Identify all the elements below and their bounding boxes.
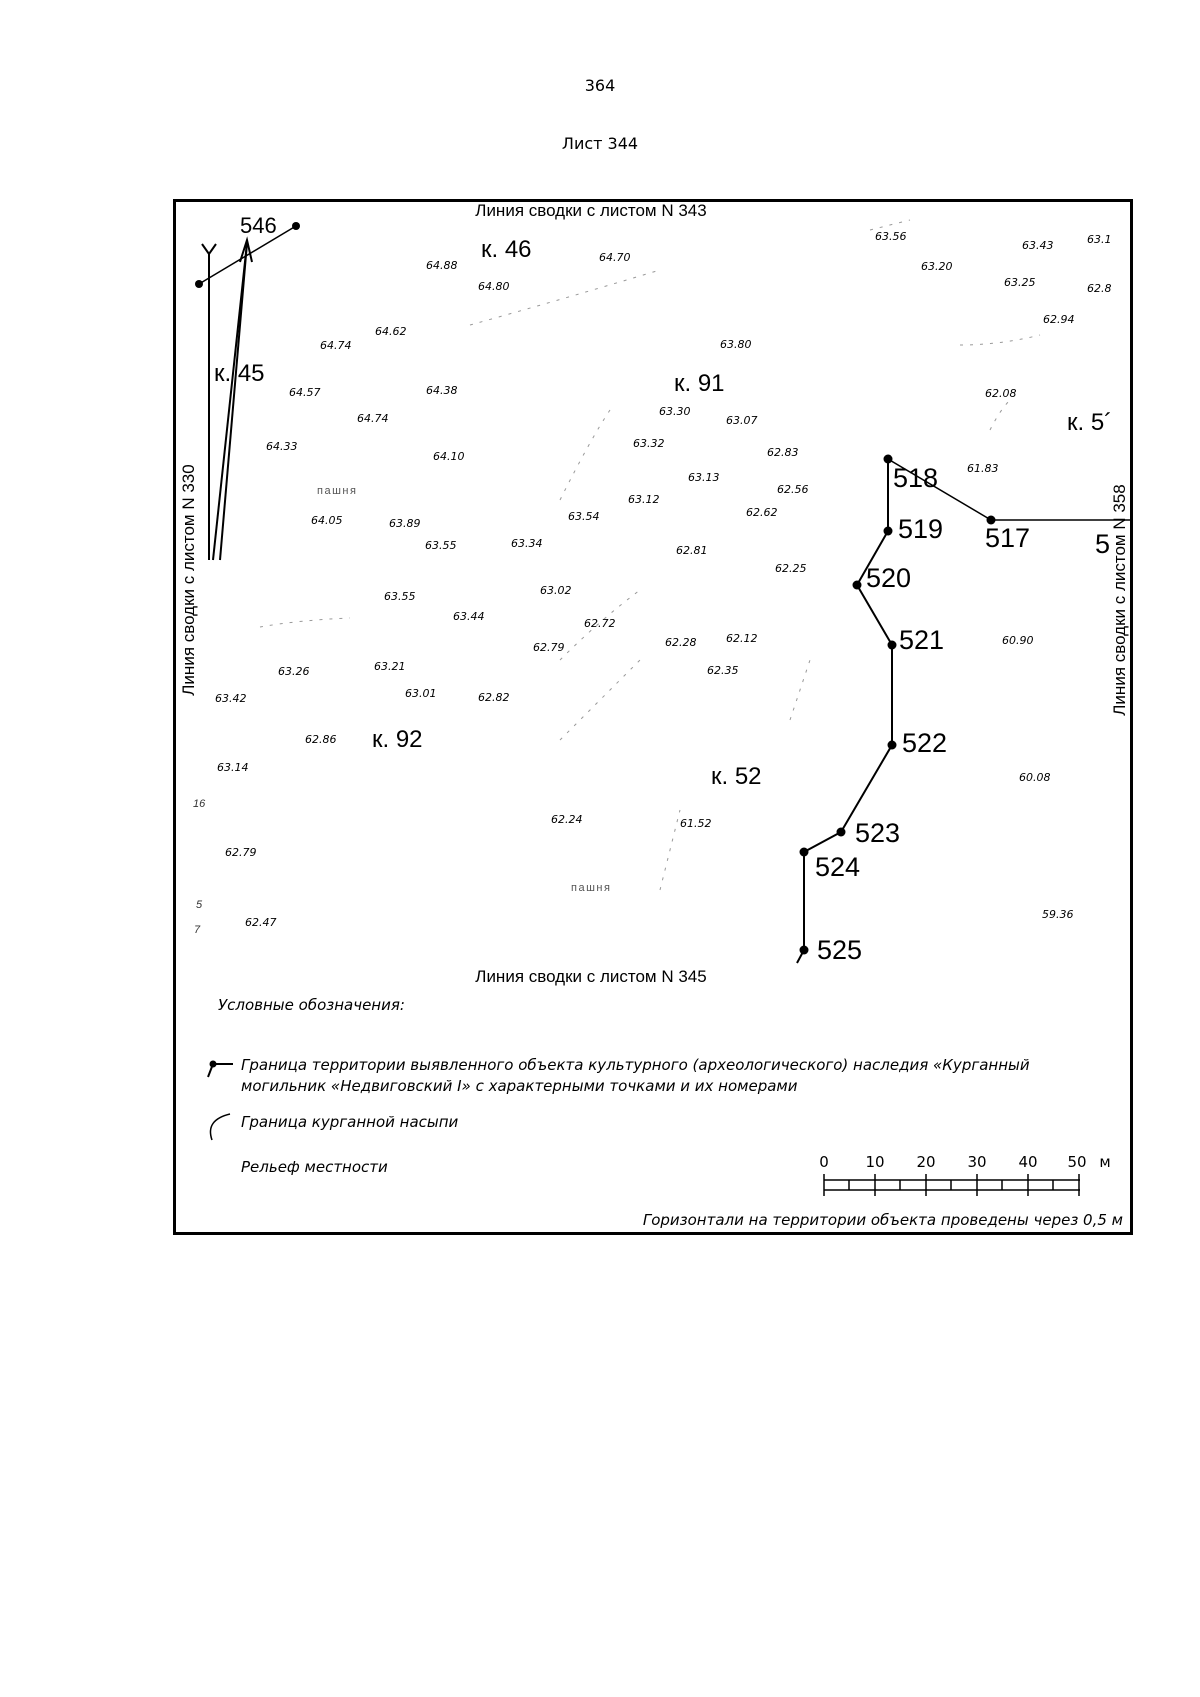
edge-fragment: 7: [194, 924, 201, 936]
edge-label-left: Линия сводки с листом N 330: [179, 464, 198, 696]
elevation-mark: 62.25: [775, 562, 807, 575]
elevation-mark: 62.72: [584, 617, 616, 630]
edge-fragment: 5: [196, 899, 203, 911]
elevation-mark: 62.24: [551, 813, 583, 826]
boundary-point-521: 521: [899, 625, 945, 655]
legend: [208, 996, 1123, 1229]
elevation-mark: 64.70: [599, 251, 631, 264]
elevation-mark: 63.14: [217, 761, 249, 774]
elevation-mark: 63.26: [278, 665, 310, 678]
elevation-mark: 62.12: [726, 632, 758, 645]
boundary-point-523: 523: [855, 818, 901, 848]
quarter-label-52: к. 52: [711, 763, 762, 790]
elevation-mark: 64.88: [426, 259, 458, 272]
elevation-mark: 62.79: [533, 641, 565, 654]
elevation-mark: 60.08: [1019, 771, 1051, 784]
elevation-mark: 59.36: [1042, 908, 1074, 921]
land-label-arable: пашня: [317, 485, 358, 497]
scale-tick-label: 50: [1067, 1153, 1087, 1171]
scale-unit: м: [1099, 1153, 1111, 1171]
elevation-mark: 63.30: [659, 405, 691, 418]
scale-tick-label: 10: [865, 1153, 885, 1171]
boundary-point-525: 525: [817, 935, 863, 965]
elevation-mark: 62.81: [676, 544, 708, 557]
map-canvas: [176, 202, 1130, 1232]
edge-label-right: Линия сводки с листом N 358: [1110, 484, 1129, 716]
elevation-mark: 62.47: [245, 916, 277, 929]
elevation-mark: 63.02: [540, 584, 572, 597]
quarter-label-51: к. 5´: [1067, 409, 1113, 436]
elevation-mark: 63.42: [215, 692, 247, 705]
edge-fragment: 16: [193, 798, 206, 810]
elevation-mark: 62.62: [746, 506, 778, 519]
elevation-mark: 61.83: [967, 462, 999, 475]
edge-label-bottom: Линия сводки с листом N 345: [475, 967, 707, 986]
quarter-label-92: к. 92: [372, 726, 423, 753]
elevation-mark: 63.01: [405, 687, 437, 700]
elevation-mark: 63.54: [568, 510, 600, 523]
quarter-label-91: к. 91: [674, 370, 725, 397]
elevation-mark: 63.07: [726, 414, 758, 427]
elevation-mark: 63.43: [1022, 239, 1054, 252]
boundary-point-524: 524: [815, 852, 861, 882]
elevation-mark: 63.12: [628, 493, 660, 506]
north-arrow-icon: [202, 240, 252, 560]
edge-label-top: Линия сводки с листом N 343: [475, 202, 707, 220]
heritage-boundary: [797, 455, 1130, 966]
boundary-point-517: 517: [985, 523, 1031, 553]
elevation-mark: 64.74: [357, 412, 389, 425]
boundary-point-546: 546: [240, 213, 277, 238]
elevation-mark: 63.55: [425, 539, 457, 552]
elevation-mark: 63.89: [389, 517, 421, 530]
elevation-mark: 64.10: [433, 450, 465, 463]
scale-tick-label: 0: [819, 1153, 829, 1171]
map-frame: [173, 199, 1133, 1235]
legend-relief-label: Рельеф местности: [241, 1158, 388, 1176]
elevation-mark: 63.80: [720, 338, 752, 351]
scale-tick-label: 40: [1018, 1153, 1038, 1171]
elevation-mark: 61.52: [680, 817, 712, 830]
legend-boundary-line2: могильник «Недвиговский I» с характерными точками и их номерами: [241, 1077, 798, 1095]
boundary-point-522: 522: [902, 728, 948, 758]
boundary-point-5-partial: 5: [1095, 529, 1111, 559]
elevation-mark: 64.05: [311, 514, 343, 527]
elevation-mark: 60.90: [1002, 634, 1034, 647]
elevation-mark: 64.74: [320, 339, 352, 352]
elevation-mark: 62.35: [707, 664, 739, 677]
elevation-mark: 63.55: [384, 590, 416, 603]
elevation-mark: 63.13: [688, 471, 720, 484]
elevation-mark: 62.86: [305, 733, 337, 746]
scale-bar: [819, 1153, 1110, 1196]
elevation-mark: 62.94: [1043, 313, 1075, 326]
boundary-point-520: 520: [866, 563, 912, 593]
legend-mound-label: Граница курганной насыпи: [241, 1113, 459, 1131]
elevation-mark: 63.34: [511, 537, 543, 550]
boundary-point-518: 518: [893, 463, 939, 493]
elevation-mark: 63.20: [921, 260, 953, 273]
legend-contour-note: Горизонтали на территории объекта проведены через 0,5 м: [642, 1211, 1123, 1229]
quarter-label-45: к. 45: [214, 360, 265, 387]
boundary-point-symbol-icon: [210, 1061, 217, 1068]
elevation-mark: 63.1: [1087, 233, 1112, 246]
elevation-mark: 62.56: [777, 483, 809, 496]
elevation-mark: 64.38: [426, 384, 458, 397]
elevation-mark: 62.28: [665, 636, 697, 649]
elevation-mark: 62.79: [225, 846, 257, 859]
boundary-point-519: 519: [898, 514, 944, 544]
elevation-mark: 62.08: [985, 387, 1017, 400]
page-number: 364: [584, 76, 616, 95]
elevation-mark: 63.56: [875, 230, 907, 243]
mound-boundary-symbol-icon: [210, 1114, 230, 1140]
land-label-arable: пашня: [571, 882, 612, 894]
elevation-mark: 64.62: [375, 325, 407, 338]
scale-tick-label: 30: [967, 1153, 987, 1171]
elevation-mark: 63.21: [374, 660, 406, 673]
elevation-marks: [215, 230, 1112, 929]
elevation-mark: 63.25: [1004, 276, 1036, 289]
scale-tick-label: 20: [916, 1153, 936, 1171]
elevation-mark: 64.80: [478, 280, 510, 293]
elevation-mark: 63.32: [633, 437, 665, 450]
elevation-mark: 62.83: [767, 446, 799, 459]
elevation-mark: 62.8: [1087, 282, 1112, 295]
legend-title: Условные обозначения:: [218, 996, 405, 1014]
legend-boundary-line1: Граница территории выявленного объекта культурного (археологического) наследия «Курганный: [241, 1056, 1030, 1074]
elevation-mark: 62.82: [478, 691, 510, 704]
elevation-mark: 64.33: [266, 440, 298, 453]
elevation-mark: 64.57: [289, 386, 321, 399]
relief-contours: [260, 220, 1040, 890]
quarter-label-46: к. 46: [481, 236, 532, 263]
elevation-mark: 63.44: [453, 610, 485, 623]
sheet-title: Лист 344: [561, 134, 639, 153]
